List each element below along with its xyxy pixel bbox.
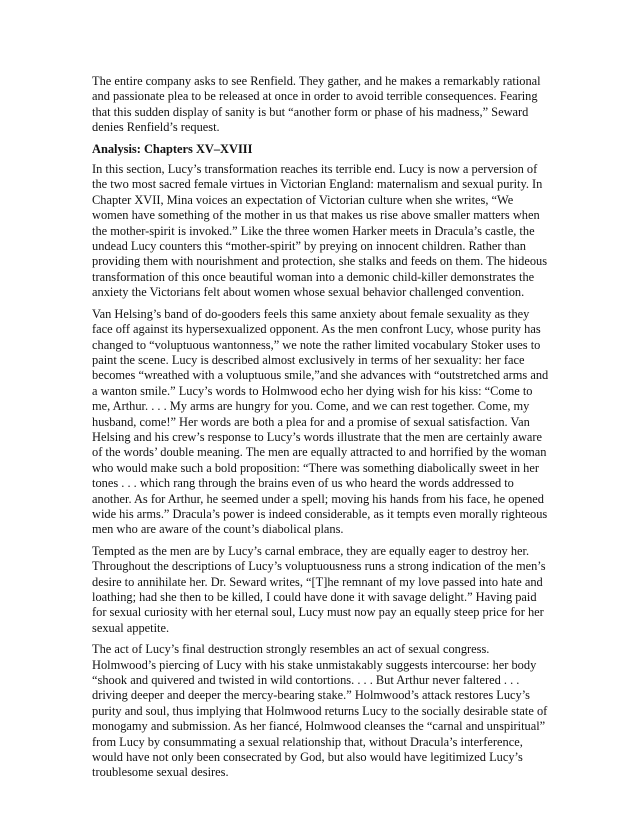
paragraph-tempted-men: Tempted as the men are by Lucy’s carnal embrace, they are equally eager to destroy her. Throughout the descriptions of Lucy’s voluptuousness runs a strong indication of the men’s desire to annihilate her. Dr. Seward writes, “[T]he remnant of my love passed into hate and loathing; had she then to be killed, I could have done it with savage delight.” Having paid for sexual curiosity with her eternal soul, Lucy must now pay an equally steep price for her sexual appetite. (92, 543, 546, 635)
paragraph-final-destruction: The act of Lucy’s final destruction strongly resembles an act of sexual congress. Holmwood’s piercing of Lucy with his stake unmistakably suggests intercourse: her body “shook and quivered and twisted in wild contortions. . . . But Arthur never faltered . . . driving deeper and deeper the mercy-bearing stake.” Holmwood’s attack restores Lucy’s purity and soul, thus implying that Holmwood returns Lucy to the socially desirable state of monogamy and submission. As her fiancé, Holmwood cleanses the “carnal and unspiritual” from Lucy by consummating a sexual relationship that, without Dracula’s interference, would have not only been consecrated by God, but also would have legitimized Lucy’s troublesome sexual desires. (92, 642, 548, 780)
paragraph-renfield-plea: The entire company asks to see Renfield. They gather, and he makes a remarkably rational and passionate plea to be released at once in order to avoid terrible consequences. Fearing that this sudden display of sanity is but “another form or phase of his madness,” Seward denies Renfield’s request. (92, 74, 541, 135)
section-heading: Analysis: Chapters XV–XVIII (92, 141, 253, 156)
paragraph-van-helsing-band: Van Helsing’s band of do-gooders feels this same anxiety about female sexuality as they face off against its hypersexualized opponent. As the men confront Lucy, whose purity has changed to “voluptuous wantonness,” we note the rather limited vocabulary Stoker uses to paint the scene. Lucy is described almost exclusively in terms of her sexuality: her face becomes “wreathed with a voluptuous smile,”and she advances with “outstretched arms and a wanton smile.” Lucy’s words to Holmwood echo her dying wish for his kiss: “Come to me, Arthur. . . . My arms are hungry for you. Come, and we can rest together. Come, my husband, come!” Her words are both a plea for and a promise of sexual satisfaction. Van Helsing and his crew’s response to Lucy’s words illustrate that the men are certainly aware of the words’ double meaning. The men are equally attracted to and horrified by the woman who would make such a bold proposition: “There was something diabolically sweet in her tones . . . which rang through the brains even of us who heard the words addressed to another. As for Arthur, he seemed under a spell; moving his hands from his face, he opened wide his arms.” Dracula’s power is indeed considerable, as it tempts even morally righteous men who are aware of the count’s diabolical plans. (92, 306, 549, 537)
paragraph-lucy-transformation: In this section, Lucy’s transformation reaches its terrible end. Lucy is now a perversion of the two most sacred female virtues in Victorian England: maternalism and sexual purity. In Chapter XVII, Mina voices an expectation of Victorian culture when she writes, “We women have something of the mother in us that makes us rise above smaller matters when the mother-spirit is invoked.” Like the three women Harker meets in Dracula’s castle, the undead Lucy counters this “mother-spirit” by preying on innocent children. Rather than providing them with nourishment and protection, she stalks and feeds on them. The hideous transformation of this once beautiful woman into a demonic child-killer demonstrates the anxiety the Victorians felt about women whose sexual behavior challenged convention. (92, 162, 548, 300)
